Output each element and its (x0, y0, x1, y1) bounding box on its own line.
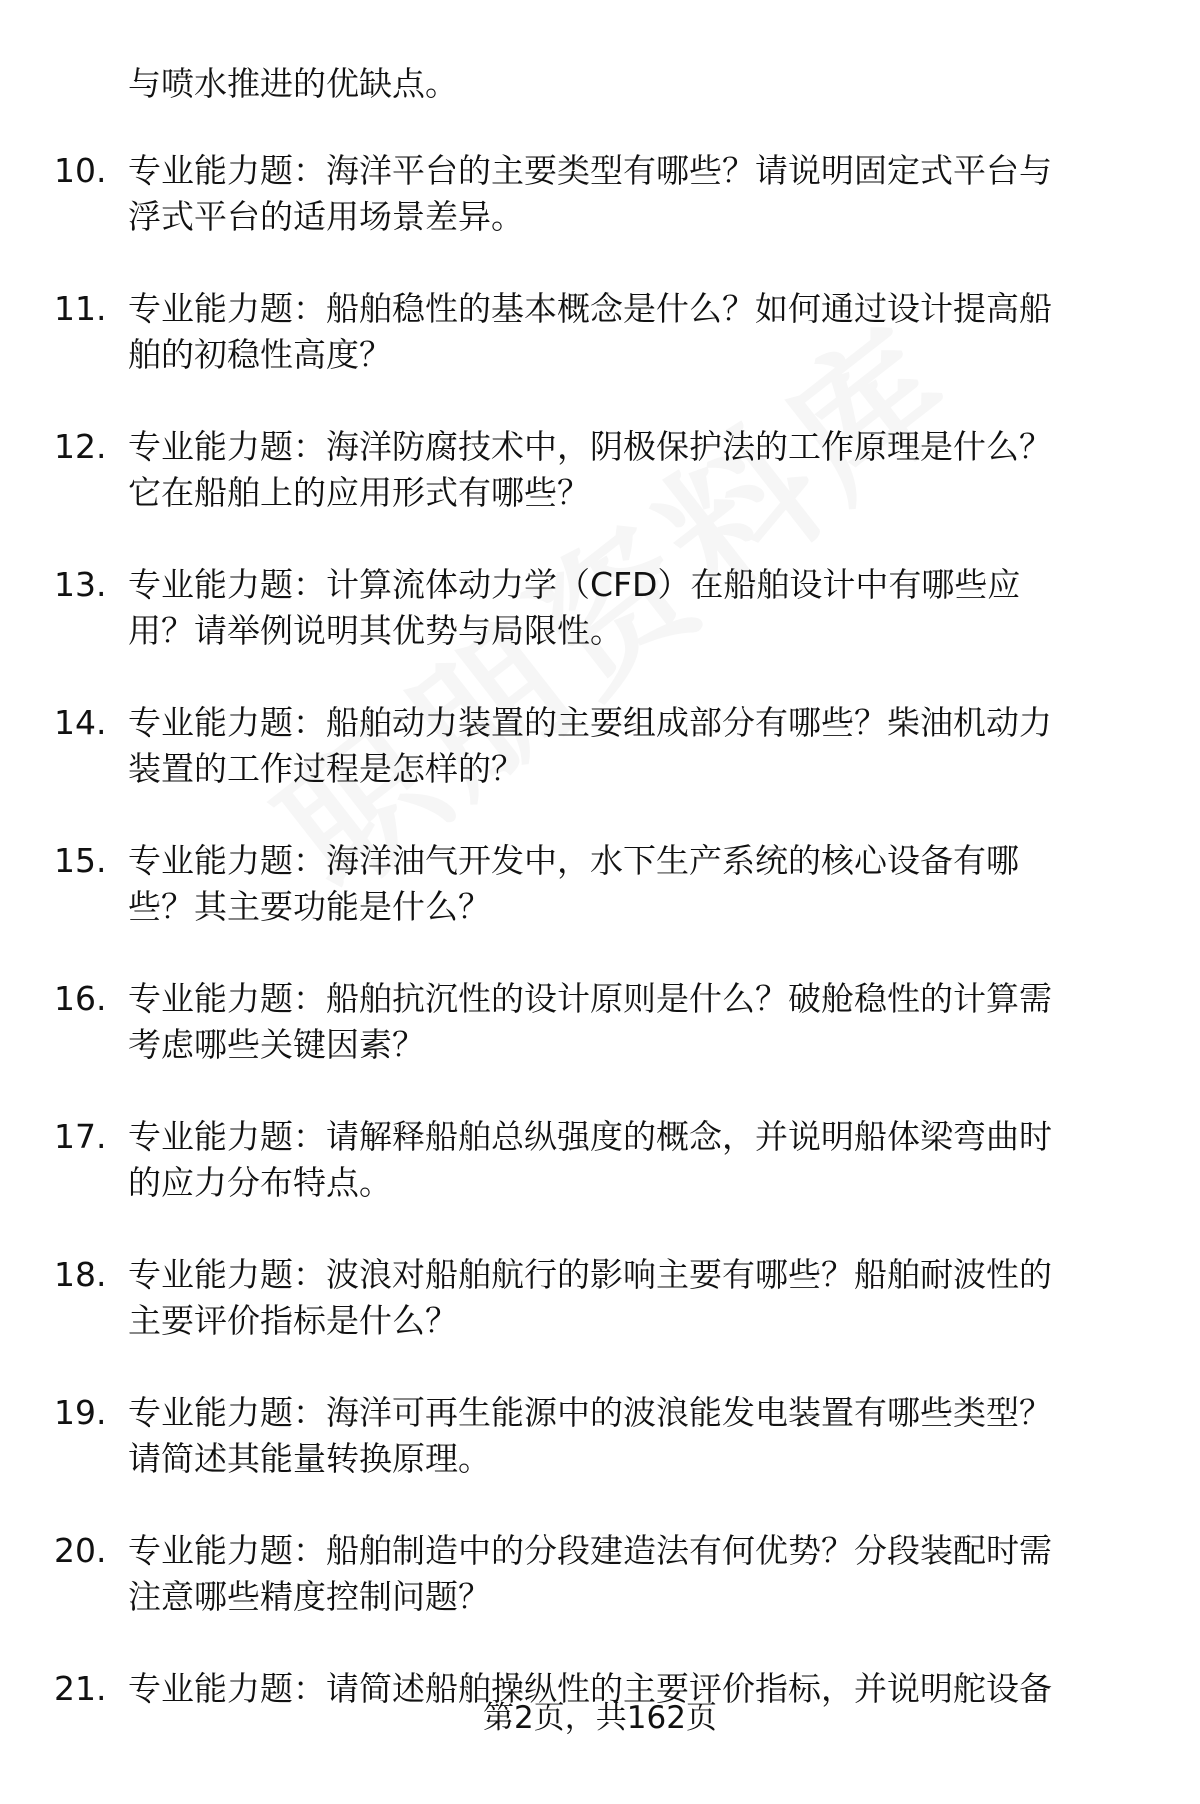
list-item (0, 562, 1200, 654)
question-text: 专业能力题：船舶制造中的分段建造法有何优势？分段装配时需 注意哪些精度控制问题？ (128, 1531, 1052, 1616)
question-number: 21. (54, 1669, 107, 1708)
question-text: 专业能力题：海洋防腐技术中，阴极保护法的工作原理是什么？ 它在船舶上的应用形式有哪些？ (128, 427, 1052, 512)
question-text: 专业能力题：海洋平台的主要类型有哪些？请说明固定式平台与 浮式平台的适用场景差异。 (128, 151, 1052, 236)
question-text: 专业能力题：请简述船舶操纵性的主要评价指标，并说明舵设备 (128, 1669, 1052, 1708)
list-item (0, 1114, 1200, 1206)
question-text: 专业能力题：计算流体动力学（CFD）在船舶设计中有哪些应 用？请举例说明其优势与局限性。 (128, 565, 1021, 650)
list-item (0, 976, 1200, 1068)
list-item (0, 838, 1200, 930)
list-item (0, 286, 1200, 378)
question-number: 18. (54, 1255, 107, 1294)
question-number: 14. (54, 703, 107, 742)
question-number: 12. (54, 427, 107, 466)
list-item (0, 1390, 1200, 1482)
question-number: 20. (54, 1531, 107, 1570)
list-item (0, 1252, 1200, 1344)
question-number: 16. (54, 979, 107, 1018)
question-number: 11. (54, 289, 107, 328)
list-item (0, 700, 1200, 792)
page-footer: 第2页，共162页 (483, 1700, 717, 1736)
question-number: 13. (54, 565, 107, 604)
question-number: 10. (54, 151, 107, 190)
question-text: 专业能力题：海洋可再生能源中的波浪能发电装置有哪些类型？ 请简述其能量转换原理。 (128, 1393, 1052, 1478)
question-number: 17. (54, 1117, 107, 1156)
question-text: 专业能力题：海洋油气开发中，水下生产系统的核心设备有哪 些？其主要功能是什么？ (128, 841, 1019, 926)
question-number: 19. (54, 1393, 107, 1432)
question-text: 专业能力题：请解释船舶总纵强度的概念，并说明船体梁弯曲时 的应力分布特点。 (128, 1117, 1052, 1202)
question-text: 专业能力题：波浪对船舶航行的影响主要有哪些？船舶耐波性的 主要评价指标是什么？ (128, 1255, 1052, 1340)
question-text: 专业能力题：船舶稳性的基本概念是什么？如何通过设计提高船 舶的初稳性高度？ (128, 289, 1052, 374)
list-item (0, 148, 1200, 240)
question-list (0, 148, 1200, 1804)
question-text: 专业能力题：船舶抗沉性的设计原则是什么？破舱稳性的计算需 考虑哪些关键因素？ (128, 979, 1052, 1064)
continuation-text: 与喷水推进的优缺点。 (128, 64, 458, 103)
question-number: 15. (54, 841, 107, 880)
list-item (0, 1528, 1200, 1620)
question-text: 专业能力题：船舶动力装置的主要组成部分有哪些？柴油机动力 装置的工作过程是怎样的？ (128, 703, 1052, 788)
list-item (0, 424, 1200, 516)
